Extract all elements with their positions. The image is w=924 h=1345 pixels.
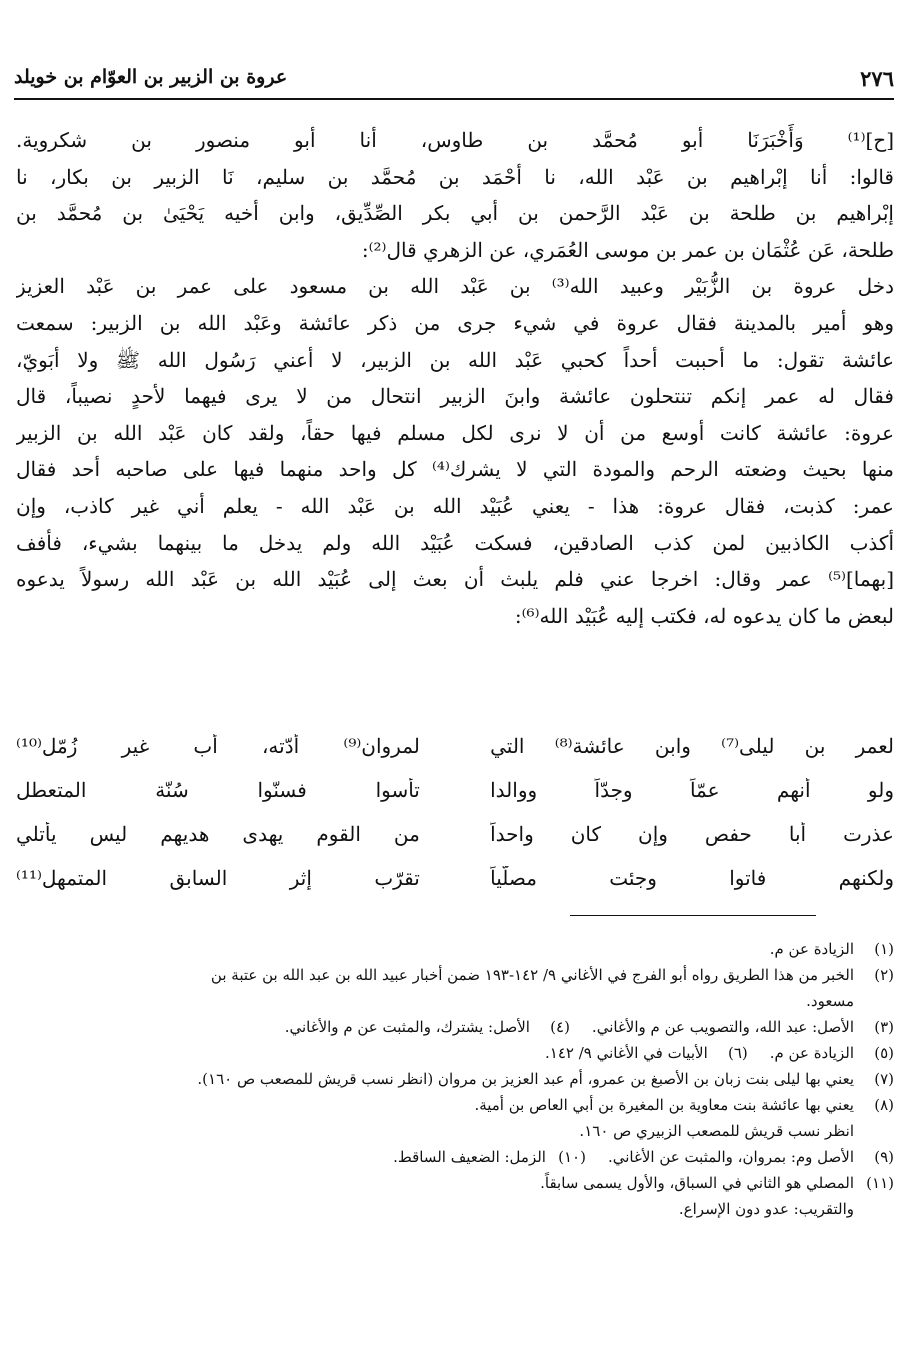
verse-second-hemistich: من القوم يهدى هديهم ليس يأتلي [16,822,420,846]
footnote-text: مسعود. [806,992,854,1010]
footnote-number: (٨) [874,1096,894,1114]
footnote-number: (٥) [874,1044,894,1062]
verse [16,862,894,906]
footnote-number: (١١) [866,1174,894,1192]
page-number: ٢٧٦ [860,66,894,91]
footnote-number: (٧) [874,1070,894,1088]
footnote-text: المصلي هو الثاني في السباق، والأول يسمى سابقاً. [540,1174,854,1192]
footnote-text: الخبر من هذا الطريق رواه أبو الفرج في الأغاني ٩/ ١٤٢-١٩٣ ضمن أخبار عبيد الله بن عبد الله بن عتبة بن [210,966,854,984]
text-line: عمر: كذبت، فقال عروة: هذا - يعني عُبَيْد الله بن عَبْد الله - يعلم أني غير كاذب، وإن [16,493,894,518]
text-line: [بهما]⁽⁵⁾ عمر وقال: اخرجا عني فلم يلبث أن بعث إلى عُبَيْد الله بن عَبْد الله رسولاً يدعوه [16,567,894,592]
footnote-number: (٦) [727,1044,748,1062]
verse-second-hemistich: تقرّب إثر السابق المتمهل⁽¹¹⁾ [16,866,420,890]
footnote-text: الزمل: الضعيف الساقط. [393,1148,546,1166]
verse-first-hemistich: ولكنهم فاتوا وجئت مصلّياً [490,866,894,890]
text-line: [ح]⁽¹⁾ وَأَخْبَرَنَا أبو مُحمَّد بن طاوس، أنا أبو منصور بن شكروية. [16,128,894,152]
footnote-text: انظر نسب قريش للمصعب الزبيري ص ١٦٠. [579,1122,854,1140]
verse-first-hemistich: عذرت أبا حفص وإن كان واحداً [490,822,894,846]
footnote-number: (٤) [550,1018,570,1036]
footnote-number: (١) [874,940,894,958]
footnote [16,1092,894,1118]
footnote-text: الأبيات في الأغاني ٩/ ١٤٢. [544,1044,708,1062]
text-line: عروة: عائشة كانت أوسع من أن لا نرى لكل مسلم فيها حقاً، ولقد كان عَبْد الله بن الزبير [16,420,894,445]
footnote-number: (٢) [874,966,894,984]
footnote [16,1144,894,1170]
verse-second-hemistich: لمروان⁽⁹⁾ أدّته، أب غير زُمّل⁽¹⁰⁾ [16,734,420,758]
running-title: عروة بن الزبير بن العوّام بن خويلد [14,66,288,88]
footnote-text: الزيادة عن م. [769,1044,854,1062]
footnote-number: (١٠) [558,1148,586,1166]
footnote-text: يعني بها عائشة بنت معاوية بن المغيرة بن أبي العاص بن أمية. [474,1096,854,1114]
footnote-divider [570,915,816,916]
footnote [16,1196,894,1222]
footnote-text: الأصل: عبد الله، والتصويب عن م والأغاني. [591,1018,854,1036]
footnote-number: (٩) [874,1148,894,1166]
verse [16,730,894,774]
text-line: عائشة تقول: ما أحببت أحداً كحبي عَبْد الله بن الزبير، لا أعني رَسُول الله ﷺ ولا أبَويّ، [16,347,894,372]
text-line: قالوا: أنا إبْراهيم بن عَبْد الله، نا أحْمَد بن مُحمَّد بن سليم، نَا الزبير بن بكار، نا [16,164,894,189]
verse-first-hemistich: ولو أنهم عمّاً وجدّاً ووالدا [490,778,894,802]
text-line: دخل عروة بن الزُّبَيْر وعبيد الله⁽³⁾ بن عَبْد الله بن مسعود على عمر بن عَبْد العزيز [16,274,894,299]
verse [16,818,894,862]
text-line: منها بحيث وضعته الرحم والمودة التي لا يشرك⁽⁴⁾ كل واحد منهما فيها على صاحبه أحد فقال [16,457,894,482]
text-line: لبعض ما كان يدعوه له، فكتب إليه عُبَيْد الله⁽⁶⁾: [514,603,894,628]
footnote [16,988,894,1014]
text-line: وهو أمير بالمدينة فقال عروة في شيء جرى من ذكر عائشة وعَبْد الله بن الزبير: سمعت [16,310,894,335]
verse [16,774,894,818]
verse-first-hemistich: لعمر بن ليلى⁽⁷⁾ وابن عائشة⁽⁸⁾ التي [490,734,894,758]
text-line: إبْراهيم بن طلحة بن عَبْد الرَّحمن بن أبي بكر الصِّدِّيق، وابن أخيه يَحْيَىٰ بن مُحمَّد بن [16,201,894,226]
verse-second-hemistich: تأسوا فسنّوا سُنّة المتعطل [16,778,420,802]
text-line: أكذب الكاذبين لمن كذب الصادقين، فسكت عُبَيْد الله ولم يدخل ما بينهما بشيء، فأفف [16,530,894,555]
footnote [16,1170,894,1196]
text-line: طلحة، عَن عُثْمَان بن عمر بن موسى العُمَري، عن الزهري قال⁽²⁾: [361,237,894,262]
footnote-text: الأصل: يشترك، والمثبت عن م والأغاني. [284,1018,530,1036]
footnote-text: يعني بها ليلى بنت زبان بن الأصبغ بن عمرو، أم عبد العزيز بن مروان (انظر نسب قريش للمصعب ص ١٦٠). [197,1070,854,1088]
footnote-number: (٣) [874,1018,894,1036]
page-header [14,58,894,100]
footnote-text: الزيادة عن م. [769,940,854,958]
footnote [16,936,894,962]
footnote [16,1014,894,1040]
text-line: فقال له عمر إنكم تنتحلون عائشة وابنَ الزبير انتحال من لا يرى فيهما لأحدٍ نصيباً، قال [16,384,894,409]
poetry-block [16,730,894,906]
footnote [16,1040,894,1066]
footnote-text: والتقريب: عدو دون الإسراع. [678,1200,854,1218]
footnote [16,1066,894,1092]
footnote [16,962,894,988]
footnote-text: الأصل وم: بمروان، والمثبت عن الأغاني. [607,1148,854,1166]
footnotes [16,936,894,1222]
main-text [16,122,894,634]
footnote [16,1118,894,1144]
